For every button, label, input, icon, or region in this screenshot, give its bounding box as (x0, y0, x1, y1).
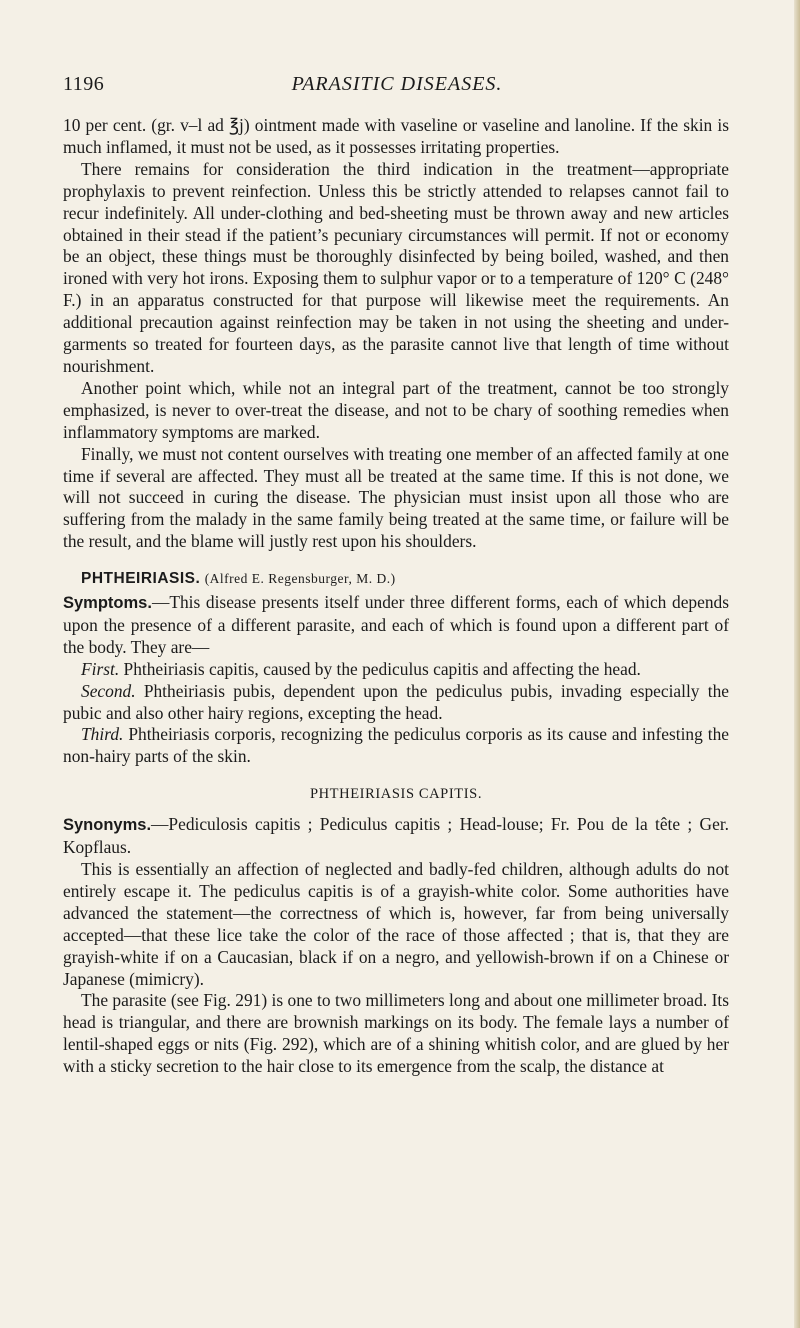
form-first (63, 659, 729, 681)
subsection-title: PHTHEIRIASIS CAPITIS. (309, 786, 483, 803)
form-third-label: Third. (81, 724, 124, 745)
synonyms-text: —Pediculosis capitis ; Pediculus capitis ; Head-louse; Fr. Pou de la tête ; Ger. Kopflaus. (63, 814, 729, 858)
form-second-text: Phtheiriasis pubis, dependent upon the pediculus pubis, invading especially the pubic and also other hairy regions, excepting the head. (63, 680, 729, 723)
page-header (63, 73, 721, 103)
synonyms-lead: Synonyms. (63, 816, 152, 835)
paragraph-family: Finally, we must not content ourselves with treating one member of an affected family at one time if several are affected. They must all be treated at the same time. If this is not done, we will not succeed in curing the disease. The physician must insist upon all those who are suffering from the malady in the same family being treated at the same time, or failure will be the result, and the blame will justly rest upon his shoulders. (63, 443, 729, 552)
paragraph-symptoms (63, 592, 729, 659)
paragraph-affection: This is essentially an affection of neglected and badly-fed children, although adults do not entirely escape it. The pediculus capitis is of a grayish-white color. Some authorities have advanced the statement—the correctness of which is, however, far from being universally accepted—that these lice take the color of the race of those affected ; that is, that they are grayish-white if on a Caucasian, black if on a negro, and yellowish-brown if on a Chinese or Japanese (mimicry). (63, 859, 729, 989)
form-first-label: First. (81, 658, 120, 679)
paragraph-ointment: 10 per cent. (gr. v–l ad ℥j) ointment made with vaseline or vaseline and lanoline. If the skin is much inflamed, it must not be used, as it possesses irritating properties. (63, 115, 729, 157)
page-edge (794, 0, 800, 1328)
form-first-text: Phtheiriasis capitis, caused by the pediculus capitis and affecting the head. (119, 658, 641, 679)
paragraph-parasite: The parasite (see Fig. 291) is one to two millimeters long and about one millimeter broad. Its head is triangular, and there are brownish markings on its body. The female lays a number of lentil-shaped eggs or nits (Fig. 292), which are of a shining whitish color, and are glued by her with a sticky secretion to the hair close to its emergence from the scalp, the distance at (63, 990, 729, 1077)
paragraph-prophylaxis: There remains for consideration the third indication in the treatment—appropriate prophylaxis to prevent reinfection. Unless this be strictly attended to relapses cannot fail to recur indefinitely. All under-clothing and bed-sheeting must be thrown away and new articles obtained in their stead if the patient’s pecuniary circumstances will permit. If not or economy be an object, these things must be thoroughly disinfected by being boiled, washed, and then ironed with very hot irons. Exposing them to sulphur vapor or to a temperature of 120° C (248° F.) in an apparatus constructed for that purpose will likewise meet the requirements. An additional precaution against reinfection may be taken in not using the sheeting and under-garments so treated for fourteen days, as the parasite cannot live that length of time without nourishment. (63, 158, 729, 376)
section-heading (63, 567, 729, 590)
page-body (63, 115, 729, 1078)
running-title: PARASITIC DISEASES. (291, 73, 503, 95)
section-title: PHTHEIRIASIS. (81, 570, 201, 588)
form-second (63, 681, 729, 725)
section-author: (Alfred E. Regensburger, M. D.) (204, 571, 396, 587)
form-second-label: Second. (81, 680, 136, 701)
symptoms-lead: Symptoms. (63, 594, 152, 613)
paragraph-synonyms (63, 814, 729, 859)
form-third (63, 724, 729, 768)
symptoms-text: —This disease presents itself under three different forms, each of which depends upon the presence of a different parasite, and each of which is found upon a different part of the body. They are— (63, 592, 729, 657)
page-number: 1196 (63, 73, 105, 95)
paragraph-overtreat: Another point which, while not an integral part of the treatment, cannot be too strongly emphasized, is never to over-treat the disease, and not to be chary of soothing remedies when inflammatory symptoms are marked. (63, 377, 729, 442)
form-third-text: Phtheiriasis corporis, recognizing the pediculus corporis as its cause and infesting the non-hairy parts of the skin. (63, 724, 729, 767)
